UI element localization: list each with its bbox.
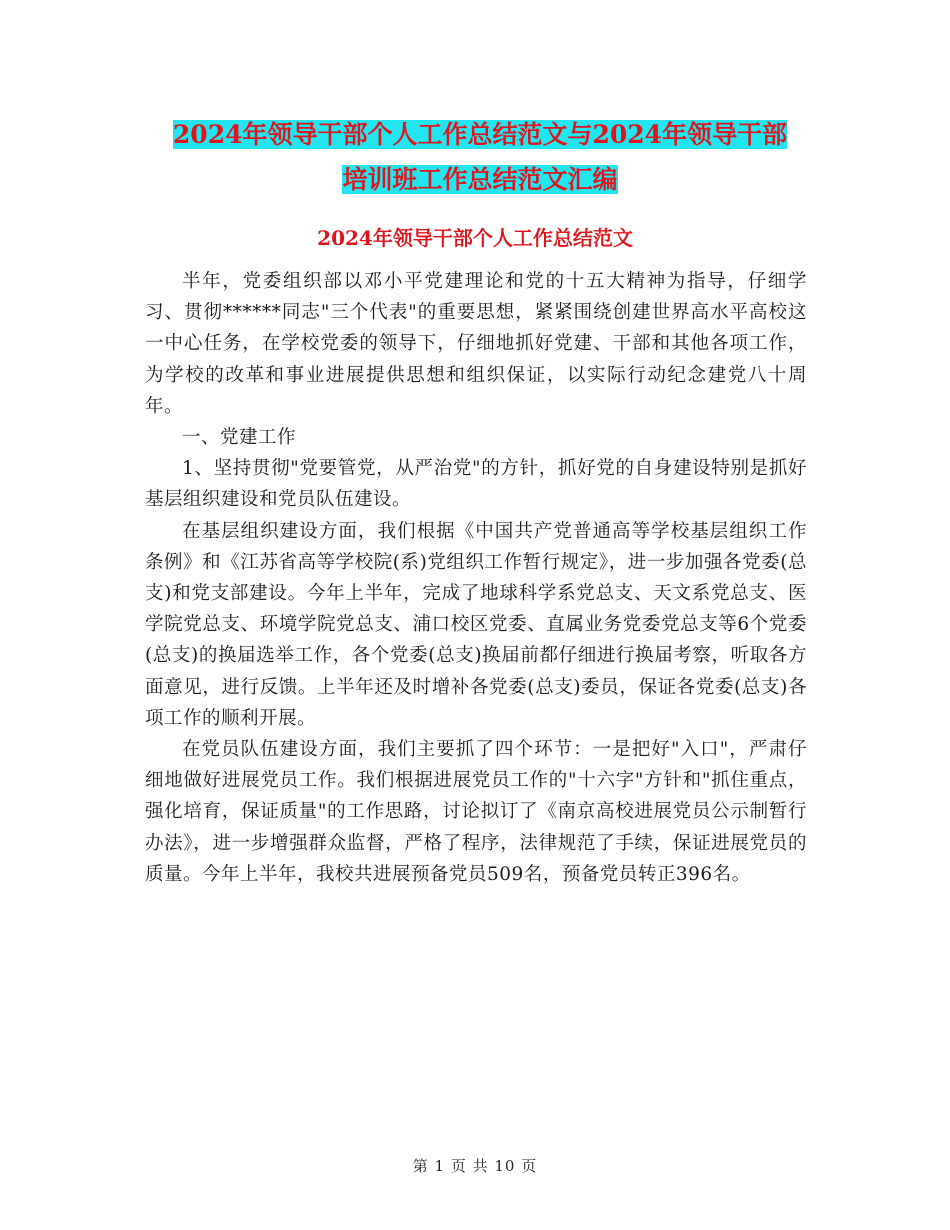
document-title [145, 112, 815, 202]
section-title: 2024年领导干部个人工作总结范文 [317, 226, 633, 250]
document-title-line1: 2024年领导干部个人工作总结范文与2024年领导干部 [172, 120, 788, 149]
paragraph: 半年，党委组织部以邓小平党建理论和党的十五大精神为指导，仔细学习、贯彻******同志"三个代表"的重要思想，紧紧围绕创建世界高水平高校这一中心任务，在学校党委的领导下，仔细地抓好党建、干部和其他各项工作，为学校的改革和事业进展提供思想和组织保证，以实际行动纪念建党八十周年。 [145, 271, 807, 417]
paragraph-heading: 一、党建工作 [182, 427, 297, 449]
document-body [145, 266, 807, 890]
paragraph: 在基层组织建设方面，我们根据《中国共产党普通高等学校基层组织工作条例》和《江苏省高等学校院(系)党组织工作暂行规定》，进一步加强各党委(总支)和党支部建设。今年上半年，完成了地球科学系党总支、天文系党总支、医学院党总支、环境学院党总支、浦口校区党委、直属业务党委党总支等6个党委(总支)的换届选举工作，各个党委(总支)换届前都仔细进行换届考察，听取各方面意见，进行反馈。上半年还及时增补各党委(总支)委员，保证各党委(总支)各项工作的顺利开展。 [145, 520, 807, 729]
page-footer: 第 1 页 共 10 页 [412, 1157, 538, 1175]
paragraph: 在党员队伍建设方面，我们主要抓了四个环节：一是把好"入口"，严肃仔细地做好进展党员工作。我们根据进展党员工作的"十六字"方针和"抓住重点，强化培育，保证质量"的工作思路，讨论拟订了《南京高校进展党员公示制暂行办法》，进一步增强群众监督，严格了程序，法律规范了手续，保证进展党员的质量。今年上半年，我校共进展预备党员509名，预备党员转正396名。 [145, 739, 807, 885]
paragraph: 1、坚持贯彻"党要管党，从严治党"的方针，抓好党的自身建设特别是抓好基层组织建设和党员队伍建设。 [145, 458, 807, 511]
document-title-line2: 培训班工作总结范文汇编 [342, 165, 618, 194]
